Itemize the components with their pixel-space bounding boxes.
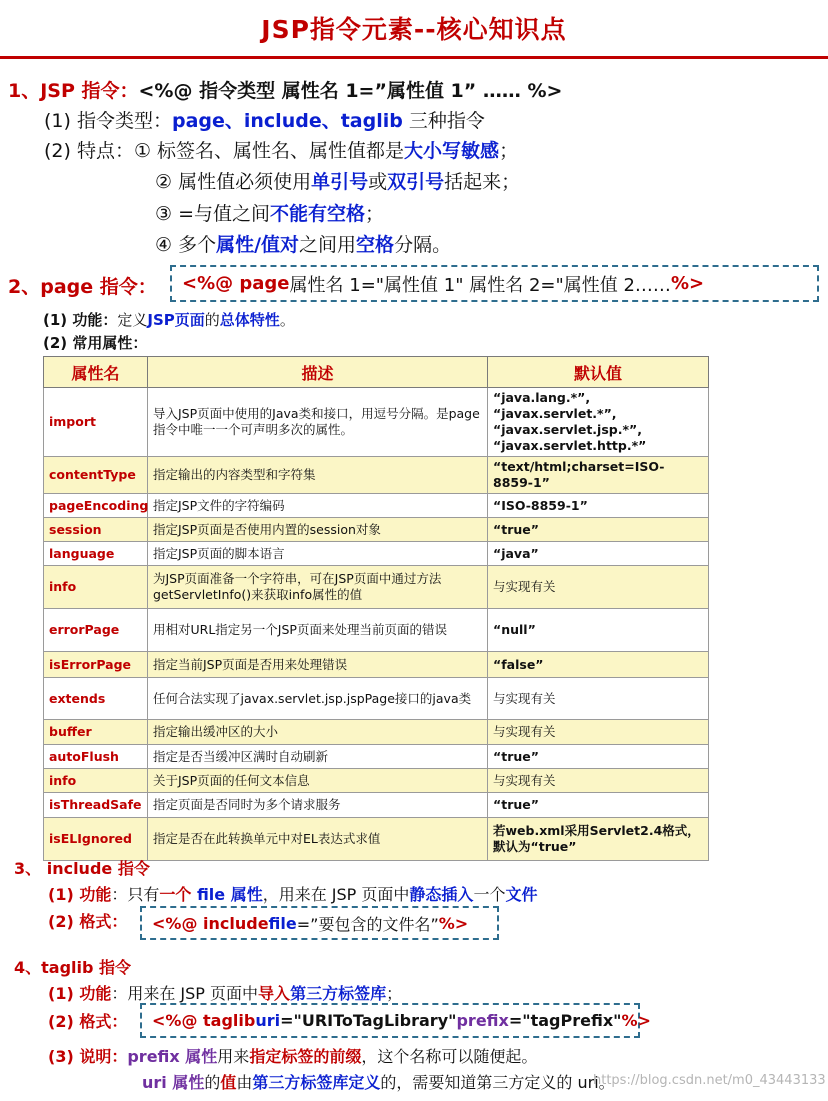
- sec4-note2-c: 的: [204, 1073, 221, 1092]
- sec3-func-f: 一个: [473, 885, 506, 904]
- taglib-syntax-b: uri: [255, 1011, 281, 1030]
- include-syntax-box: [140, 906, 499, 940]
- sec1-types-suffix: 三种指令: [402, 110, 485, 132]
- sec1-f4-c: 之间用: [299, 234, 357, 256]
- sec1-f3-a: ③ =与值之间: [155, 203, 270, 225]
- table-row: [44, 457, 709, 494]
- sec2-heading: 2、page 指令：: [8, 276, 157, 298]
- sec2-func-a: (1) 功能：: [43, 311, 118, 329]
- sec1-f3-c: ；: [365, 203, 385, 225]
- cell-name: info: [44, 769, 148, 793]
- cell-desc: 指定是否在此转换单元中对EL表达式求值: [148, 818, 488, 861]
- sec1-feature-1: [44, 136, 518, 163]
- taglib-syntax-c: ="URIToTagLibrary": [280, 1011, 457, 1030]
- cell-name: session: [44, 518, 148, 542]
- cell-desc: 指定JSP页面是否使用内置的session对象: [148, 518, 488, 542]
- page-syntax-b: 属性名 1="属性值 1" 属性名 2="属性值 2……: [289, 274, 671, 296]
- attribute-table: [43, 356, 709, 861]
- cell-name: autoFlush: [44, 745, 148, 769]
- sec2-func-b: 定义: [117, 311, 148, 329]
- sec3-func-b: 一个: [159, 885, 192, 904]
- sec1-f2-a: ② 属性值必须使用: [155, 171, 312, 193]
- sec1-f4-a: ④ 多个: [155, 234, 217, 256]
- table-header-row: [44, 357, 709, 388]
- cell-default: 与实现有关: [488, 678, 709, 720]
- cell-desc: 任何合法实现了javax.servlet.jsp.jspPage接口的java类: [148, 678, 488, 720]
- cell-name: buffer: [44, 720, 148, 745]
- cell-name: import: [44, 388, 148, 457]
- sec1-f1-b: 大小写敏感: [404, 140, 500, 162]
- table-row: [44, 745, 709, 769]
- sec4-func-label: (1) 功能: [48, 984, 112, 1003]
- sec1-f2-e: 括起来；: [444, 171, 521, 193]
- sec3-heading: 3、 include 指令: [14, 859, 150, 878]
- sec1-feature-3: [155, 199, 384, 226]
- sec3-func-g: 文件: [505, 885, 538, 904]
- table-row: [44, 388, 709, 457]
- cell-default: “java.lang.*”, “javax.servlet.*”, “javax.servlet.jsp.*”, “javax.servlet.http.*”: [488, 388, 709, 457]
- sec1-types-list: page、include、taglib: [171, 110, 403, 132]
- sec1-f4-b: 属性/值对: [216, 234, 300, 256]
- taglib-syntax-f: %>: [621, 1011, 651, 1030]
- table-row: [44, 566, 709, 609]
- page-syntax-c: %>: [670, 273, 705, 294]
- sec1-feature-4: [155, 230, 451, 257]
- cell-desc: 为JSP页面准备一个字符串，可在JSP页面中通过方法getServletInfo()来获取info属性的值: [148, 566, 488, 609]
- sec4-note-c: 用来: [217, 1047, 250, 1066]
- sec1-f3-b: 不能有空格: [270, 203, 366, 225]
- cell-default: “ISO-8859-1”: [488, 494, 709, 518]
- sec2-func-d: 的: [204, 311, 220, 329]
- table-row: [44, 609, 709, 652]
- cell-name: contentType: [44, 457, 148, 494]
- cell-default: “true”: [488, 745, 709, 769]
- sec4-note2-b: 属性: [166, 1073, 205, 1092]
- cell-name: errorPage: [44, 609, 148, 652]
- sec2-func-f: 。: [279, 311, 295, 329]
- cell-default: “true”: [488, 518, 709, 542]
- sec2-common-label: (2) 常用属性：: [43, 334, 148, 352]
- sec2-func-c: JSP页面: [147, 311, 205, 329]
- cell-desc: 指定是否当缓冲区满时自动刷新: [148, 745, 488, 769]
- include-syntax-a: <%@ include: [152, 913, 269, 933]
- cell-default: “null”: [488, 609, 709, 652]
- sec4-note2-d: 值: [220, 1073, 237, 1092]
- table-row: [44, 769, 709, 793]
- table-row: [44, 818, 709, 861]
- sec3-func-label: (1) 功能: [48, 885, 112, 904]
- taglib-syntax-box: [140, 1003, 651, 1038]
- cell-desc: 用相对URL指定另一个JSP页面来处理当前页面的错误: [148, 609, 488, 652]
- taglib-syntax-d: prefix: [456, 1011, 509, 1030]
- cell-default: “true”: [488, 793, 709, 818]
- cell-desc: 指定输出的内容类型和字符集: [148, 457, 488, 494]
- cell-default: “text/html;charset=ISO-8859-1”: [488, 457, 709, 494]
- sec1-f1-c: ；: [499, 140, 519, 162]
- page-syntax-a: <%@ page: [182, 273, 290, 294]
- table-row: [44, 678, 709, 720]
- watermark-text: https://blog.csdn.net/m0_43443133: [593, 1073, 826, 1088]
- table-row: [44, 494, 709, 518]
- header-desc: 描述: [148, 357, 488, 388]
- cell-name: pageEncoding: [44, 494, 148, 518]
- sec1-heading-code: <%@ 指令类型 属性名 1=”属性值 1” …… %>: [138, 80, 563, 102]
- sec1-f1-a: ① 标签名、属性名、属性值都是: [133, 140, 405, 162]
- sec4-func-b: 导入: [258, 984, 291, 1003]
- sec3-format-label: (2) 格式：: [48, 912, 128, 931]
- include-syntax-d: %>: [438, 913, 469, 933]
- sec4-heading: 4、taglib 指令: [14, 958, 132, 977]
- table-row: [44, 720, 709, 745]
- header-name: 属性名: [44, 357, 148, 388]
- cell-desc: 指定JSP文件的字符编码: [148, 494, 488, 518]
- cell-default: 若web.xml采用Servlet2.4格式，默认为“true”: [488, 818, 709, 861]
- sec4-note-b: 属性: [179, 1047, 218, 1066]
- cell-default: “java”: [488, 542, 709, 566]
- cell-name: language: [44, 542, 148, 566]
- table-row: [44, 793, 709, 818]
- sec4-note2-a: uri: [142, 1073, 167, 1092]
- include-syntax-b: file: [268, 913, 297, 933]
- cell-default: 与实现有关: [488, 720, 709, 745]
- sec4-note-d: 指定标签的前缀: [249, 1047, 362, 1066]
- sec1-f4-d: 空格: [356, 234, 395, 256]
- sec4-note-1: [48, 1044, 537, 1067]
- sec4-note2-g: 的，需要知道第三方定义的 uri。: [380, 1073, 615, 1092]
- sec3-func-c: file 属性: [191, 885, 263, 904]
- taglib-syntax-a: <%@ taglib: [152, 1011, 256, 1030]
- cell-default: “false”: [488, 652, 709, 678]
- table-row: [44, 652, 709, 678]
- cell-desc: 导入JSP页面中使用的Java类和接口，用逗号分隔。是page指令中唯一一个可声明多次的属性。: [148, 388, 488, 457]
- sec1-feature-2: [155, 167, 520, 194]
- sec1-f2-d: 双引号: [387, 171, 445, 193]
- sec3-function: [48, 882, 537, 905]
- cell-desc: 指定输出缓冲区的大小: [148, 720, 488, 745]
- sec2-function: [43, 309, 295, 330]
- sec1-heading: [8, 76, 562, 103]
- sec4-func-c: 第三方标签库: [290, 984, 387, 1003]
- sec1-types: [44, 106, 485, 133]
- sec1-f2-c: 或: [368, 171, 388, 193]
- table-row: [44, 542, 709, 566]
- sec4-note-a: prefix: [127, 1047, 180, 1066]
- sec4-note-e: ，这个名称可以随便起。: [361, 1047, 538, 1066]
- sec4-note-label: (3) 说明：: [48, 1047, 128, 1066]
- cell-name: isELIgnored: [44, 818, 148, 861]
- cell-desc: 关于JSP页面的任何文本信息: [148, 769, 488, 793]
- cell-default: 与实现有关: [488, 769, 709, 793]
- table-row: [44, 518, 709, 542]
- cell-name: isErrorPage: [44, 652, 148, 678]
- sec4-note-2: [142, 1070, 615, 1093]
- sec1-heading-prefix: 1、JSP 指令：: [8, 80, 139, 102]
- cell-name: isThreadSafe: [44, 793, 148, 818]
- include-syntax-c: =”要包含的文件名”: [296, 914, 439, 934]
- sec1-f4-e: 分隔。: [394, 234, 452, 256]
- sec3-func-a: ：只有: [111, 885, 160, 904]
- cell-desc: 指定当前JSP页面是否用来处理错误: [148, 652, 488, 678]
- sec4-func-a: ：用来在 JSP 页面中: [111, 984, 259, 1003]
- cell-desc: 指定JSP页面的脚本语言: [148, 542, 488, 566]
- sec3-func-d: ，用来在 JSP 页面中: [262, 885, 410, 904]
- title-divider: [0, 56, 828, 59]
- sec1-features-label: (2) 特点：: [44, 140, 134, 162]
- cell-desc: 指定页面是否同时为多个请求服务: [148, 793, 488, 818]
- sec2-func-e: 总体特性: [219, 311, 280, 329]
- page-syntax-box: [170, 265, 819, 302]
- page-title: JSP指令元素--核心知识点: [261, 15, 567, 44]
- sec4-func-d: ；: [386, 984, 403, 1003]
- cell-default: 与实现有关: [488, 566, 709, 609]
- sec4-format-label: (2) 格式：: [48, 1012, 128, 1031]
- sec3-func-e: 静态插入: [409, 885, 474, 904]
- sec4-function: [48, 981, 402, 1004]
- taglib-syntax-e: ="tagPrefix": [508, 1011, 622, 1030]
- sec1-f2-b: 单引号: [311, 171, 369, 193]
- sec4-note2-e: 由: [236, 1073, 253, 1092]
- cell-name: info: [44, 566, 148, 609]
- cell-name: extends: [44, 678, 148, 720]
- header-default: 默认值: [488, 357, 709, 388]
- sec4-note2-f: 第三方标签库定义: [252, 1073, 381, 1092]
- sec1-types-label: (1) 指令类型：: [44, 110, 172, 132]
